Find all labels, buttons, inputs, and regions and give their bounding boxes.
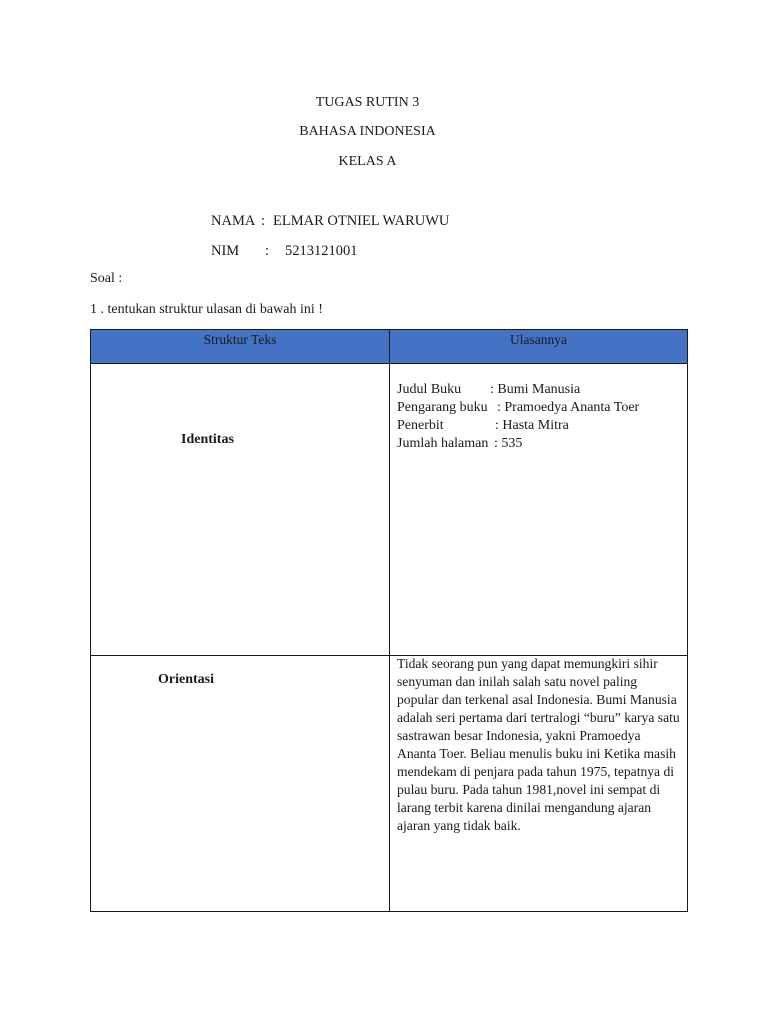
column-divider [389, 330, 390, 911]
question-text: 1 . tentukan struktur ulasan di bawah ini ! [90, 302, 323, 317]
document-title: TUGAS RUTIN 3 [315, 95, 420, 110]
identity-pages-row: Jumlah halaman : 535 [397, 436, 523, 451]
identity-publisher-row: Penerbit : Hasta Mitra [397, 418, 569, 433]
soal-label: Soal : [90, 271, 123, 286]
nim-value: 5213121001 [285, 243, 358, 259]
orientation-paragraph: Tidak seorang pun yang dapat memungkiri sihir senyuman dan inilah salah satu novel paling popular dan terkenal asal Indonesia. Bumi Manusia adalah seri pertama dari tertralogi “buru” karya satu sastrawan besar Indonesia, yakni Pramoedya Ananta Toer. Beliau menulis buku ini Ketika masih mendekam di penjara pada tahun 1975, tepatnya di pulau buru. Pada tahun 1981,novel ini sempat di larang terbit karena dinilai mengandung ajaran ajaran yang tidak baik. [397, 656, 680, 833]
nim-label: NIM [211, 243, 240, 259]
nim-separator: : [265, 243, 270, 259]
identity-author-row: Pengarang buku : Pramoedya Ananta Toer [397, 400, 640, 415]
structure-table [90, 329, 688, 912]
identity-details [397, 381, 639, 453]
student-name-line [211, 212, 449, 230]
student-nim-line [211, 242, 358, 260]
name-value: ELMAR OTNIEL WARUWU [273, 213, 450, 229]
subject-title: BAHASA INDONESIA [299, 124, 436, 139]
class-title: KELAS A [338, 154, 397, 169]
row-label-identitas: Identitas [181, 432, 234, 447]
identity-title-row: Judul Buku : Bumi Manusia [397, 382, 581, 397]
row-label-orientasi: Orientasi [158, 672, 214, 687]
name-separator: : [261, 213, 266, 229]
header-struktur-teks: Struktur Teks [203, 332, 277, 347]
header-ulasannya: Ulasannya [510, 332, 567, 347]
name-label: NAMA [211, 213, 256, 229]
